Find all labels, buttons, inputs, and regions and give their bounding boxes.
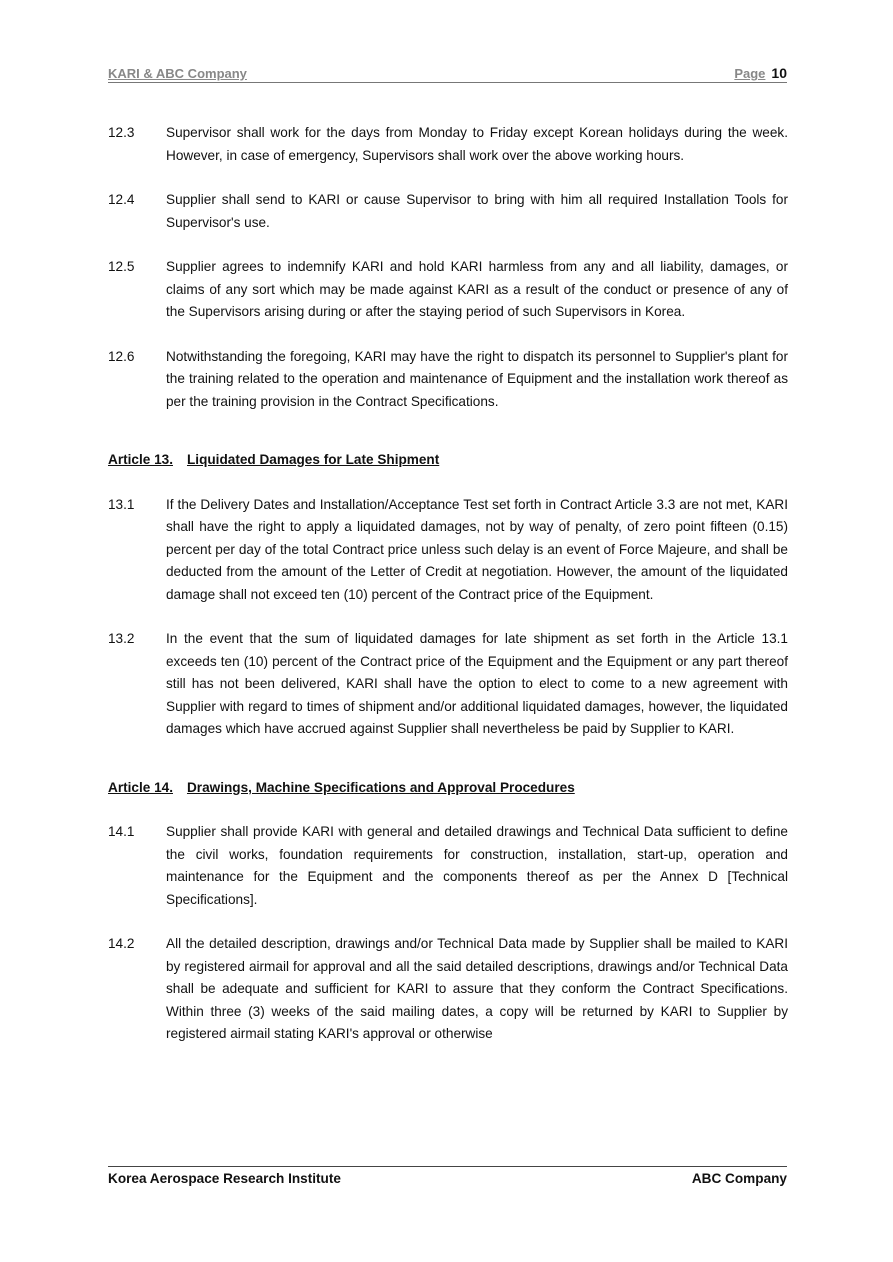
clause-14-1 bbox=[108, 821, 788, 911]
article-title: Liquidated Damages for Late Shipment bbox=[186, 452, 440, 467]
clause-12-6 bbox=[108, 346, 788, 414]
page-label: Page bbox=[734, 66, 766, 81]
clause-13-2 bbox=[108, 628, 788, 741]
clause-number: 14.1 bbox=[108, 824, 135, 839]
clause-number: 14.2 bbox=[108, 936, 135, 951]
clause-number: 12.5 bbox=[108, 259, 135, 274]
clause-text: If the Delivery Dates and Installation/Acceptance Test set forth in Contract Article 3.3 are not met, KARI shall have the right to apply a liquidated damages, not by way of penalty, of zero point fifteen (0.15) percent per day of the total Contract price unless such delay is an event of Force Majeure, and shall be deducted from the amount of the Letter of Credit at negotiation. However, the amount of the liquidated damage shall not exceed ten (10) percent of the Contract price of the Equipment. bbox=[166, 496, 788, 602]
clause-number: 12.4 bbox=[108, 192, 135, 207]
header-title: KARI & ABC Company bbox=[108, 66, 247, 81]
clause-13-1 bbox=[108, 494, 788, 607]
article-14-heading bbox=[108, 777, 788, 800]
article-number: Article 13. bbox=[108, 452, 173, 467]
clause-text: Supervisor shall work for the days from Monday to Friday except Korean holidays during the week. However, in case of emergency, Supervisors shall work over the above working hours. bbox=[166, 125, 788, 163]
clause-text: Supplier agrees to indemnify KARI and hold KARI harmless from any and all liability, damages, or claims of any sort which may be made against KARI as a result of the conduct or presence of any of the Supervisors arising during or after the staying period of such Supervisors in Korea. bbox=[166, 259, 788, 319]
clause-number: 13.1 bbox=[108, 496, 135, 512]
clause-14-2 bbox=[108, 933, 788, 1046]
page-header bbox=[108, 62, 787, 83]
article-13-heading bbox=[108, 449, 788, 472]
clause-number: 13.2 bbox=[108, 631, 135, 646]
clause-12-3 bbox=[108, 122, 788, 167]
clause-12-5 bbox=[108, 256, 788, 324]
footer-left: Korea Aerospace Research Institute bbox=[108, 1171, 341, 1186]
document-body bbox=[108, 122, 788, 1068]
clause-text: Notwithstanding the foregoing, KARI may have the right to dispatch its personnel to Supplier's plant for the training related to the operation and maintenance of Equipment and the installation work thereof as per the training provision in the Contract Specifications. bbox=[166, 348, 788, 409]
article-number: Article 14. bbox=[108, 779, 173, 795]
clause-12-4 bbox=[108, 189, 788, 234]
clause-text: Supplier shall provide KARI with general and detailed drawings and Technical Data sufficient to define the civil works, foundation requirements for construction, installation, start-up, operation and maintenance for the Equipment and the components thereof as per the Annex D [Technical Specifications]. bbox=[166, 824, 788, 907]
clause-text: All the detailed description, drawings and/or Technical Data made by Supplier shall be mailed to KARI by registered airmail for approval and all the said detailed descriptions, drawings and/or Technical Data shall be adequate and sufficient for KARI to assure that they conform the Contract Specifications. Within three (3) weeks of the said mailing dates, a copy will be returned by KARI to Supplier by registered airmail stating KARI's approval or otherwise bbox=[166, 936, 788, 1041]
page-footer bbox=[108, 1166, 787, 1186]
footer-right: ABC Company bbox=[691, 1171, 787, 1186]
clause-text: In the event that the sum of liquidated damages for late shipment as set forth in the Article 13.1 exceeds ten (10) percent of the Contract price of the Equipment and the Equipment or any part thereof still has not been delivered, KARI shall have the option to elect to come to a new agreement with Supplier with regard to times of shipment and/or additional liquidated damages, however, the liquidated damages which have accrued against Supplier shall nevertheless be paid by Supplier to KARI. bbox=[166, 631, 788, 736]
clause-text: Supplier shall send to KARI or cause Supervisor to bring with him all required Installation Tools for Supervisor's use. bbox=[166, 192, 788, 230]
clause-number: 12.6 bbox=[108, 348, 135, 364]
page-indicator bbox=[734, 65, 787, 81]
article-title: Drawings, Machine Specifications and Approval Procedures bbox=[186, 779, 575, 795]
page-number: 10 bbox=[771, 65, 787, 81]
clause-number: 12.3 bbox=[108, 125, 135, 140]
